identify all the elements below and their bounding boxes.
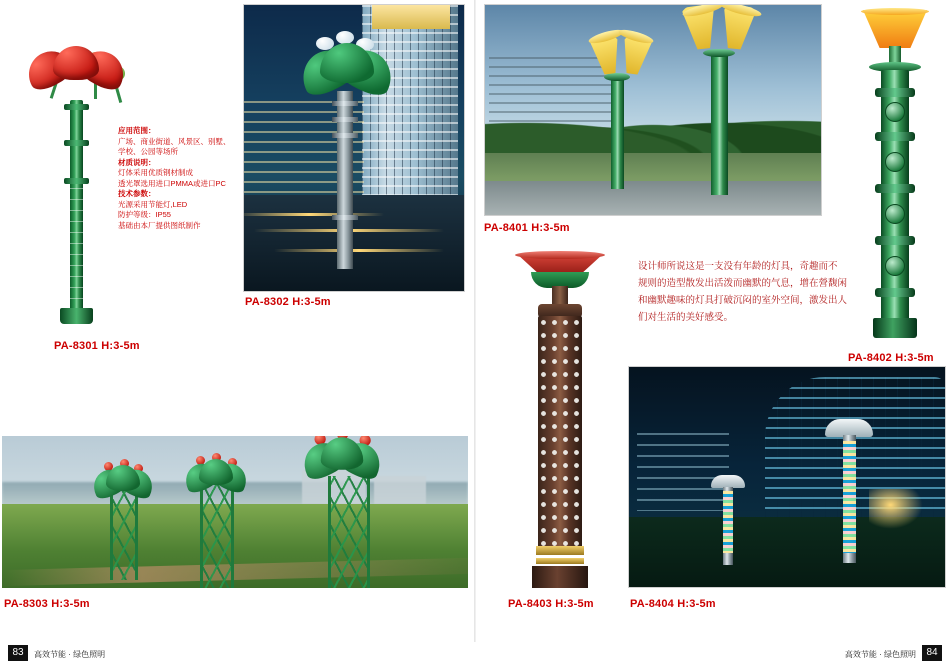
pole-ring: [875, 236, 915, 245]
spec-material-line-2: 透光罩选用进口PMMA或进口PC: [118, 178, 226, 188]
designer-note-line-4: 们对生活的美好感受。: [638, 312, 734, 323]
designer-note-line-1: 设计师所说这是一支没有年龄的灯具，奇趣而不: [638, 261, 838, 272]
spec-scope-line-1: 广场、商业街道、风景区、别墅、: [118, 136, 231, 146]
caption-pa-8404: PA-8404 H:3-5m: [630, 598, 716, 610]
lamp-truss-pole: [328, 476, 370, 588]
lamp-head-flower: [92, 462, 156, 496]
spec-tech-line-2: 防护等级：IP55: [118, 210, 171, 219]
caption-pa-8403: PA-8403 H:3-5m: [508, 598, 594, 610]
lamp-head-flower: [184, 456, 248, 490]
pole-gold-band: [536, 546, 584, 555]
lamp-truss-pole: [110, 488, 138, 580]
pole-ring: [875, 184, 915, 193]
lamp-pole: [611, 79, 624, 189]
lamp-shade-rim: [515, 251, 605, 259]
spec-tech-line-1: 光源采用节能灯,LED: [118, 199, 188, 209]
lamp-truss-pole: [200, 484, 234, 588]
product-photo-pa-8404: [628, 366, 946, 588]
installed-lamp-head: [300, 29, 392, 91]
product-photo-pa-8303: [2, 436, 468, 588]
pole-ring: [875, 88, 915, 97]
pole-collar: [332, 117, 358, 122]
pole-collar: [332, 101, 358, 106]
pole-band: [64, 104, 89, 110]
caption-pa-8302: PA-8302 H:3-5m: [245, 296, 331, 308]
road-surface: [244, 195, 464, 291]
petal: [53, 46, 99, 80]
page-gutter: [474, 0, 476, 664]
pole-medallion: [885, 152, 905, 172]
pole-ribs: [70, 188, 83, 308]
folio-right: 84: [922, 645, 942, 661]
light-streak: [274, 249, 444, 252]
spec-tech-line-3: 基础由本厂提供图纸制作: [118, 220, 201, 230]
designer-note-line-2: 规则的造型散发出活泼而幽默的气息，增在營馥闲: [638, 278, 848, 289]
background-building: [374, 476, 426, 504]
caption-pa-8402: PA-8402 H:3-5m: [848, 352, 934, 364]
page-footer: [0, 642, 950, 664]
folio-left: 83: [8, 645, 28, 661]
lamp-head-flower: [26, 38, 126, 86]
lamp-hub: [604, 73, 630, 81]
lamp-shade-cone: [863, 10, 927, 48]
specification-block: [118, 126, 238, 231]
plaza-sculpture-glow: [869, 489, 923, 529]
caption-pa-8303: PA-8303 H:3-5m: [4, 598, 90, 610]
designer-note: [638, 258, 926, 326]
lamp-base: [60, 308, 93, 324]
footer-text-left: 高效节能 · 绿色照明: [34, 650, 106, 659]
tower-crown-light: [372, 4, 450, 29]
light-streak: [243, 213, 384, 216]
lamp-shade-rim: [861, 8, 929, 15]
designer-note-line-3: 和幽默趣味的灯具打破沉闷的室外空间，激发出人: [638, 295, 848, 306]
product-photo-pa-8401: [484, 4, 822, 216]
spec-tech-title: 技术参数：: [118, 189, 156, 198]
lamp-hub: [703, 49, 735, 57]
led-strip: [723, 491, 733, 553]
lamp-head-flower: [302, 436, 382, 476]
spec-material-line-1: 灯体采用优质钢材制成: [118, 168, 193, 177]
road-surface: [485, 181, 821, 215]
caption-pa-8401: PA-8401 H:3-5m: [484, 222, 570, 234]
background-building: [637, 433, 729, 511]
pole-ring: [875, 132, 915, 141]
pole-dot-pattern: [538, 316, 582, 552]
pole-band: [64, 140, 89, 146]
led-strip: [843, 441, 856, 553]
spec-scope-title: 应用范围：: [118, 126, 156, 135]
lamp-pole: [711, 55, 728, 195]
pole-medallion: [885, 102, 905, 122]
pole-medallion: [885, 204, 905, 224]
product-photo-pa-8302: [243, 4, 465, 292]
pole-collar: [332, 133, 358, 138]
product-illustration-pa-8403: [505, 246, 615, 596]
lamp-base: [532, 566, 588, 588]
footer-text-right: 高效节能 · 绿色照明: [844, 650, 916, 659]
pole-gold-band: [536, 558, 584, 564]
spec-scope-line-2: 学校、公园等场所: [118, 147, 178, 156]
spec-material-title: 材质说明：: [118, 157, 156, 167]
pole-collar: [332, 215, 358, 220]
pole-band: [64, 178, 89, 184]
caption-pa-8301: PA-8301 H:3-5m: [54, 340, 140, 352]
